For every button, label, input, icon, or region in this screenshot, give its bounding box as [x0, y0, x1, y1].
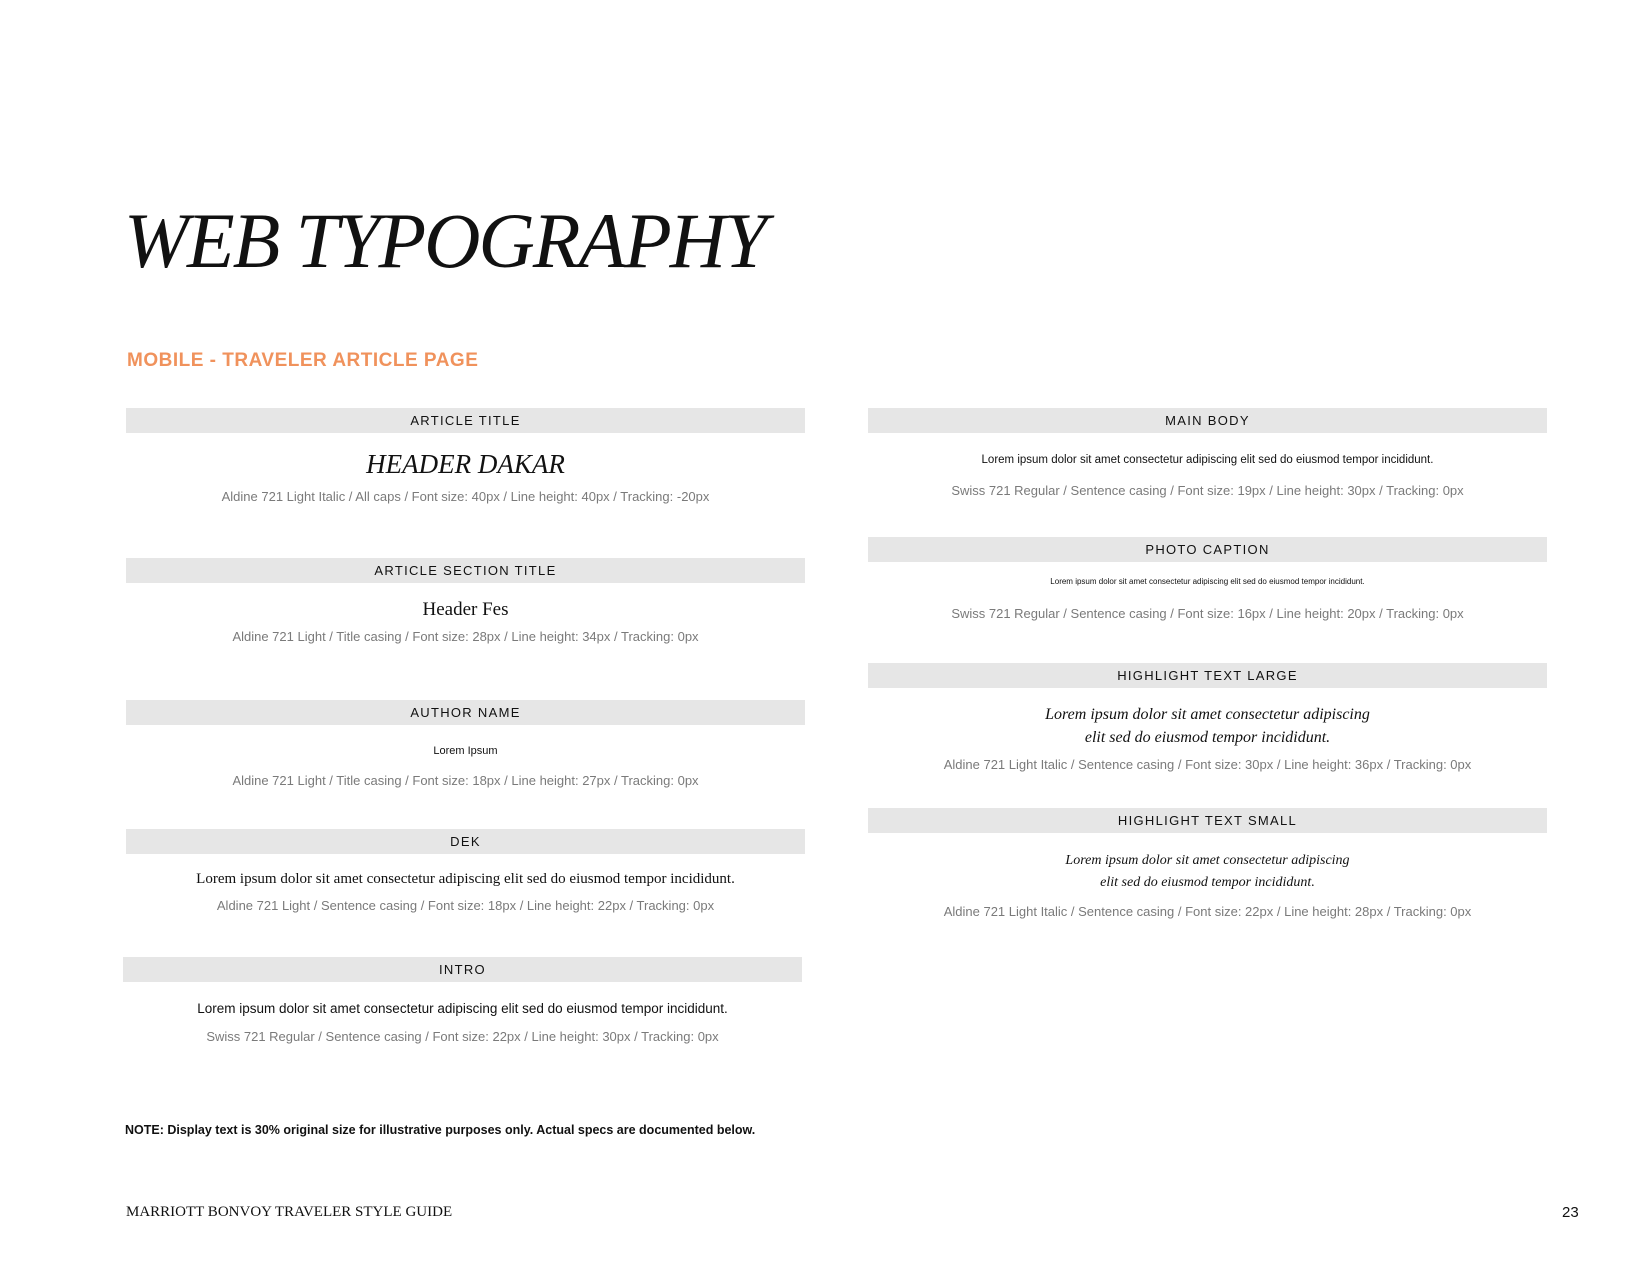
spec-label: PHOTO CAPTION [868, 537, 1547, 562]
spec-label: INTRO [123, 957, 802, 982]
type-spec: Swiss 721 Regular / Sentence casing / Font size: 16px / Line height: 20px / Tracking: 0px [951, 606, 1464, 621]
type-sample-line: Lorem ipsum dolor sit amet consectetur adipiscing [1045, 706, 1370, 723]
type-spec: Aldine 721 Light / Sentence casing / Font size: 18px / Line height: 22px / Tracking: 0px [216, 898, 715, 913]
type-sample [868, 703, 1547, 749]
spec-block-highlight-text-large [868, 663, 1547, 772]
type-spec: Aldine 721 Light Italic / All caps / Font size: 40px / Line height: 40px / Tracking: -20px [221, 489, 710, 504]
type-sample [868, 850, 1547, 894]
page-number: 23 [1562, 1204, 1579, 1221]
type-sample: Lorem ipsum dolor sit amet consectetur adipiscing elit sed do eiusmod tempor incididunt. [197, 1001, 728, 1016]
spec-label: MAIN BODY [868, 408, 1547, 433]
page-subtitle: MOBILE - TRAVELER ARTICLE PAGE [127, 350, 479, 371]
type-spec: Aldine 721 Light / Title casing / Font size: 28px / Line height: 34px / Tracking: 0px [232, 629, 699, 644]
type-sample-line: elit sed do eiusmod tempor incididunt. [1084, 729, 1331, 746]
note-text: NOTE: Display text is 30% original size for illustrative purposes only. Actual specs are documented below. [125, 1123, 756, 1137]
spec-label: ARTICLE TITLE [126, 408, 805, 433]
type-spec: Aldine 721 Light / Title casing / Font size: 18px / Line height: 27px / Tracking: 0px [232, 773, 699, 788]
spec-block-intro [123, 957, 802, 1044]
type-sample: Lorem ipsum dolor sit amet consectetur adipiscing elit sed do eiusmod tempor incididunt. [981, 454, 1434, 466]
spec-block-article-section-title [126, 558, 805, 644]
type-spec: Aldine 721 Light Italic / Sentence casing / Font size: 30px / Line height: 36px / Tracking: 0px [943, 757, 1472, 772]
type-sample: Lorem Ipsum [433, 745, 498, 757]
spec-block-dek [126, 829, 805, 913]
type-sample-line: Lorem ipsum dolor sit amet consectetur adipiscing [1065, 853, 1350, 868]
page-title: WEB TYPOGRAPHY [124, 197, 766, 284]
spec-block-highlight-text-small [868, 808, 1547, 919]
type-sample-line: elit sed do eiusmod tempor incididunt. [1100, 875, 1315, 890]
type-sample: HEADER DAKAR [366, 449, 565, 479]
type-sample: Header Fes [422, 599, 509, 620]
spec-block-photo-caption [868, 537, 1547, 621]
type-spec: Swiss 721 Regular / Sentence casing / Font size: 22px / Line height: 30px / Tracking: 0px [206, 1029, 719, 1044]
type-spec: Swiss 721 Regular / Sentence casing / Font size: 19px / Line height: 30px / Tracking: 0px [951, 483, 1464, 498]
spec-label: HIGHLIGHT TEXT SMALL [868, 808, 1547, 833]
type-sample: Lorem ipsum dolor sit amet consectetur adipiscing elit sed do eiusmod tempor incididunt. [196, 871, 735, 887]
spec-label: HIGHLIGHT TEXT LARGE [868, 663, 1547, 688]
spec-block-author-name [126, 700, 805, 788]
type-sample: Lorem ipsum dolor sit amet consectetur adipiscing elit sed do eiusmod tempor incididunt. [1050, 577, 1365, 586]
spec-label: ARTICLE SECTION TITLE [126, 558, 805, 583]
type-spec: Aldine 721 Light Italic / Sentence casing / Font size: 22px / Line height: 28px / Tracking: 0px [943, 904, 1472, 919]
spec-label: DEK [126, 829, 805, 854]
footer-title: MARRIOTT BONVOY TRAVELER STYLE GUIDE [126, 1204, 453, 1220]
spec-label: AUTHOR NAME [126, 700, 805, 725]
spec-block-article-title [126, 408, 805, 504]
spec-block-main-body [868, 408, 1547, 498]
